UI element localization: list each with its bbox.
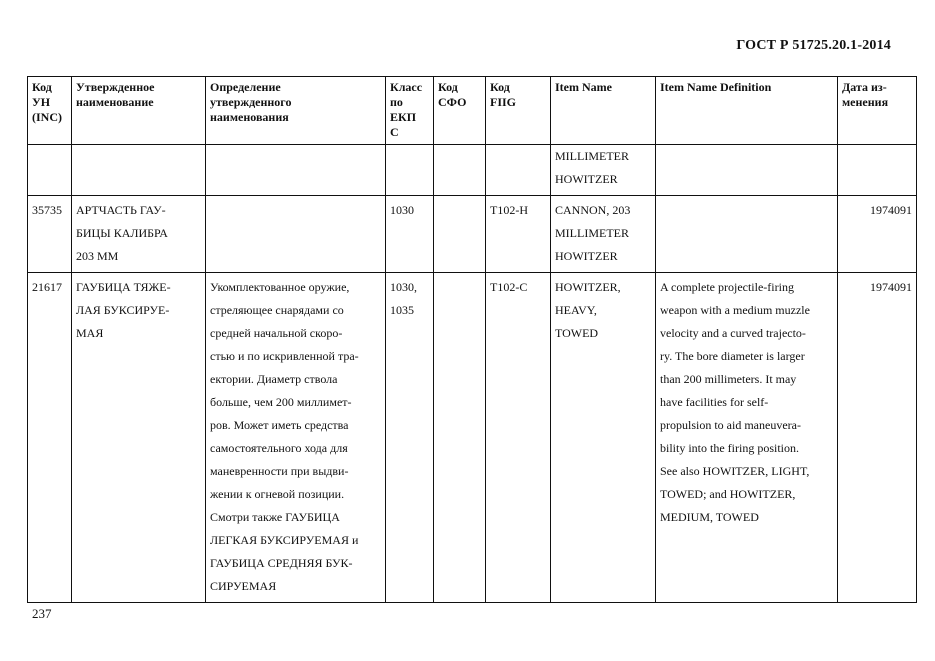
col-header-class: Класс по ЕКП С xyxy=(386,77,434,145)
cell-item-name: CANNON, 203 MILLIMETER HOWITZER xyxy=(551,196,656,273)
cell-class: 1030, 1035 xyxy=(386,273,434,603)
cell-sfo xyxy=(434,196,486,273)
col-header-approved-name: Утвержденное наименование xyxy=(72,77,206,145)
cell-item-name: MILLIMETER HOWITZER xyxy=(551,145,656,196)
cell-definition xyxy=(206,196,386,273)
col-header-definition: Определение утвержденного наименования xyxy=(206,77,386,145)
header-row xyxy=(28,77,917,145)
cell-item-name: HOWITZER, HEAVY, TOWED xyxy=(551,273,656,603)
cell-change-date: 1974091 xyxy=(838,273,917,603)
col-header-item-name: Item Name xyxy=(551,77,656,145)
cell-inc xyxy=(28,145,72,196)
cell-item-name-definition xyxy=(656,196,838,273)
cell-approved-name xyxy=(72,145,206,196)
cell-change-date: 1974091 xyxy=(838,196,917,273)
col-header-sfo: Код СФО xyxy=(434,77,486,145)
table-row xyxy=(28,145,917,196)
col-header-fiig: Код FIIG xyxy=(486,77,551,145)
cell-approved-name: АРТЧАСТЬ ГАУ- БИЦЫ КАЛИБРА 203 ММ xyxy=(72,196,206,273)
cell-sfo xyxy=(434,145,486,196)
col-header-change-date: Дата из- менения xyxy=(838,77,917,145)
cell-fiig: T102-C xyxy=(486,273,551,603)
table-row xyxy=(28,273,917,603)
cell-fiig xyxy=(486,145,551,196)
item-names-table xyxy=(27,76,917,603)
col-header-item-name-definition: Item Name Definition xyxy=(656,77,838,145)
table-row xyxy=(28,196,917,273)
cell-item-name-definition: A complete projectile-firing weapon with a medium muzzle velocity and a curved trajecto- ry. The bore diameter is larger than 200 millimeters. It may have facilities for self- propulsion to aid maneuvera- bility into the firing position. See also HOWITZER, LIGHT, TOWED; and HOWITZER, MEDIUM, TOWED xyxy=(656,273,838,603)
cell-definition xyxy=(206,145,386,196)
cell-item-name-definition xyxy=(656,145,838,196)
cell-class xyxy=(386,145,434,196)
document-code: ГОСТ Р 51725.20.1-2014 xyxy=(736,38,891,53)
page-number: 237 xyxy=(32,606,52,621)
cell-change-date xyxy=(838,145,917,196)
cell-definition: Укомплектованное оружие, стреляющее снарядами со средней начальной скоро- стью и по искривленной тра- ектории. Диаметр ствола больше, чем 200 миллимет- ров. Может иметь средства самостоятельного хода для маневренности при выдви- жении к огневой позиции. Смотри также ГАУБИЦА ЛЕГКАЯ БУКСИРУЕМАЯ и ГАУБИЦА СРЕДНЯЯ БУК- СИРУЕМАЯ xyxy=(206,273,386,603)
cell-approved-name: ГАУБИЦА ТЯЖЕ- ЛАЯ БУКСИРУЕ- МАЯ xyxy=(72,273,206,603)
cell-class: 1030 xyxy=(386,196,434,273)
cell-sfo xyxy=(434,273,486,603)
cell-fiig: T102-H xyxy=(486,196,551,273)
cell-inc: 21617 xyxy=(28,273,72,603)
cell-inc: 35735 xyxy=(28,196,72,273)
col-header-inc: Код УН (INC) xyxy=(28,77,72,145)
